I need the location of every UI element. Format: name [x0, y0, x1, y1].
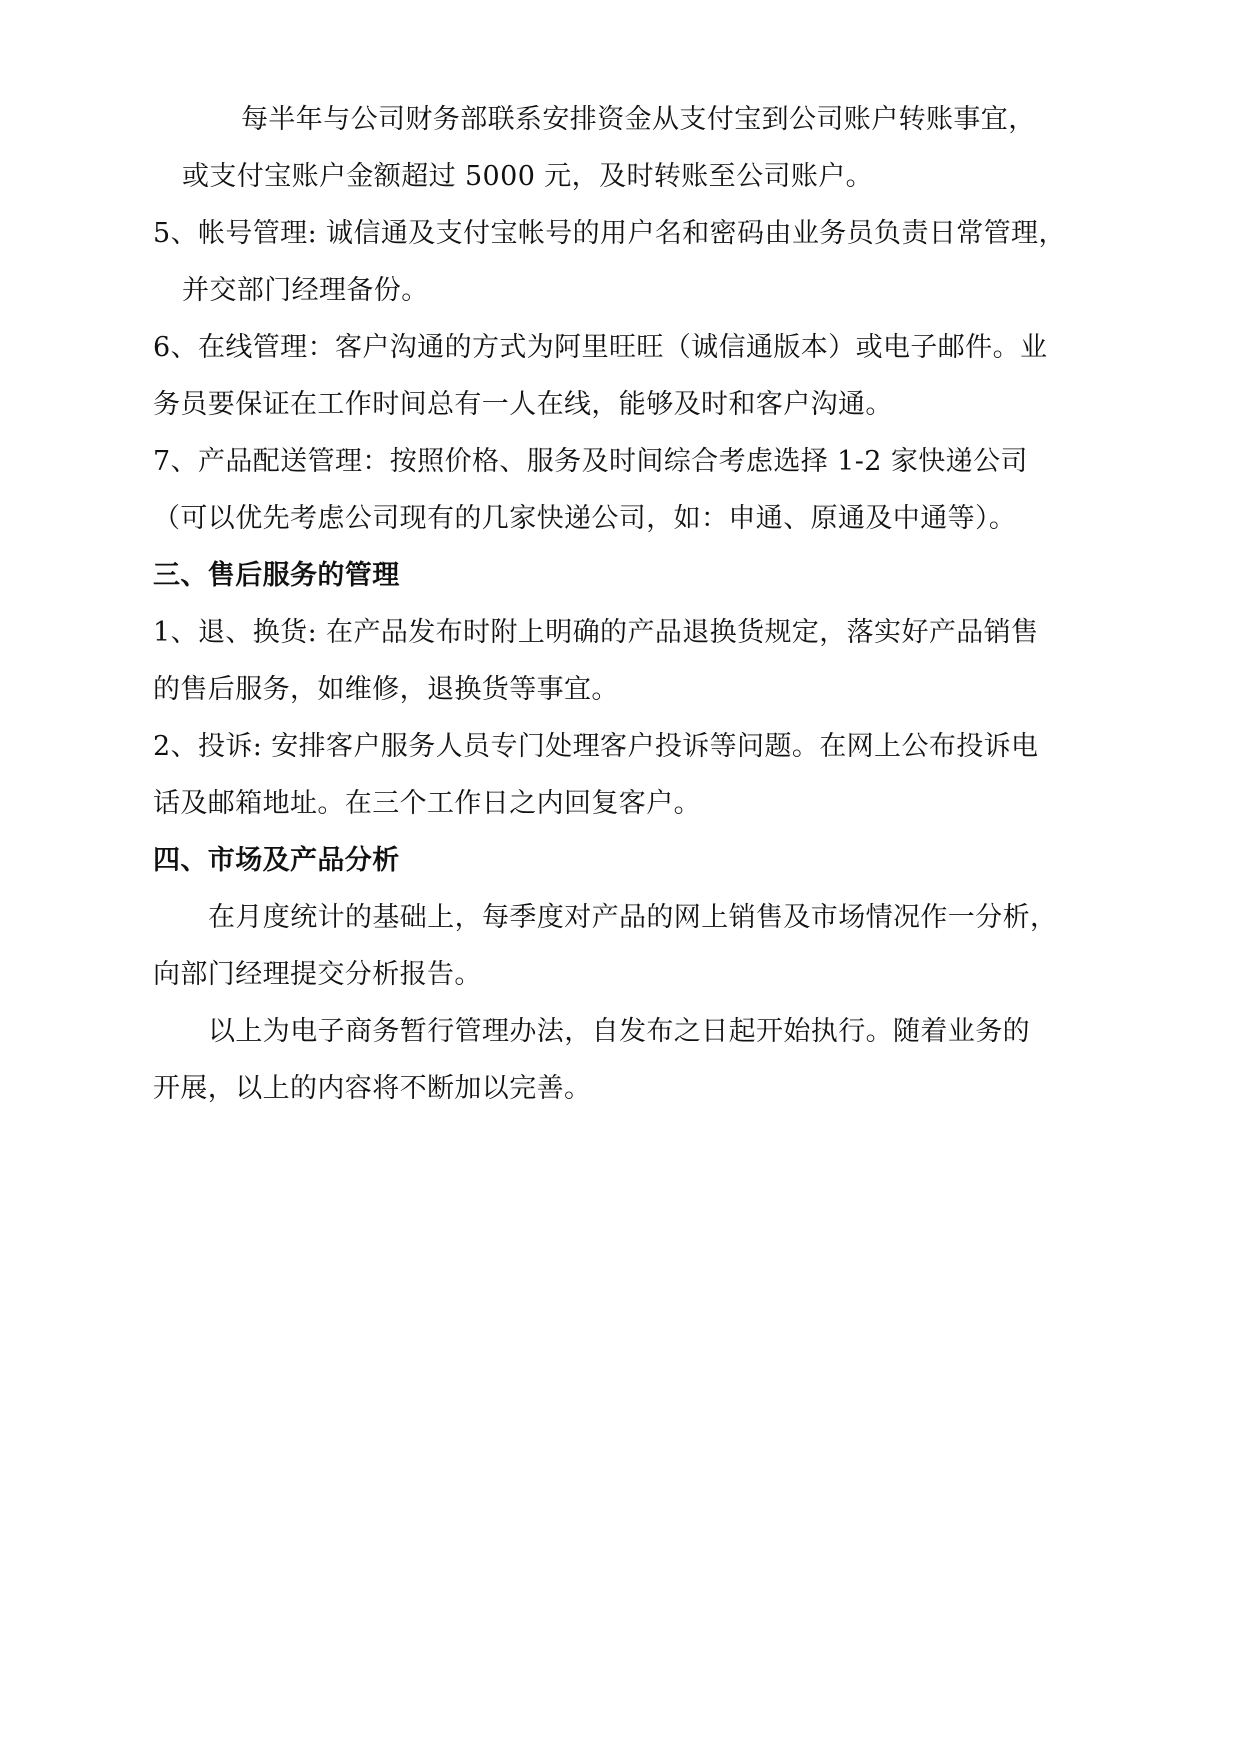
section-heading-4: 四、市场及产品分析 — [153, 845, 400, 876]
paragraph-closing: 以上为电子商务暂行管理办法，自发布之日起开始执行。随着业务的 — [208, 1016, 1030, 1047]
list-item-6-continued: 务员要保证在工作时间总有一人在线，能够及时和客户沟通。 — [153, 389, 893, 420]
paragraph-analysis-continued: 向部门经理提交分析报告。 — [153, 959, 482, 990]
list-item-1-continued: 的售后服务，如维修，退换货等事宜。 — [153, 674, 619, 705]
list-item-5: 5、帐号管理: 诚信通及支付宝帐号的用户名和密码由业务员负责日常管理， — [153, 218, 1066, 249]
list-item-1: 1、退、换货: 在产品发布时附上明确的产品退换货规定，落实好产品销售 — [153, 617, 1039, 648]
list-item-5-continued: 并交部门经理备份。 — [182, 275, 429, 306]
list-item-7-continued: （可以优先考虑公司现有的几家快递公司，如：申通、原通及中通等）。 — [153, 503, 1017, 534]
paragraph-line-1: 每半年与公司财务部联系安排资金从支付宝到公司账户转账事宜， — [241, 104, 1036, 135]
list-item-2: 2、投诉: 安排客户服务人员专门处理客户投诉等问题。在网上公布投诉电 — [153, 731, 1039, 762]
list-item-7: 7、产品配送管理：按照价格、服务及时间综合考虑选择 1-2 家快递公司 — [153, 446, 1028, 477]
list-item-2-continued: 话及邮箱地址。在三个工作日之内回复客户。 — [153, 788, 701, 819]
paragraph-closing-continued: 开展，以上的内容将不断加以完善。 — [153, 1073, 592, 1104]
section-heading-3: 三、售后服务的管理 — [153, 560, 400, 591]
list-item-6: 6、在线管理：客户沟通的方式为阿里旺旺（诚信通版本）或电子邮件。业 — [153, 332, 1048, 363]
paragraph-line-2: 或支付宝账户金额超过 5000 元，及时转账至公司账户。 — [182, 161, 874, 192]
paragraph-analysis: 在月度统计的基础上，每季度对产品的网上销售及市场情况作一分析， — [208, 902, 1058, 933]
